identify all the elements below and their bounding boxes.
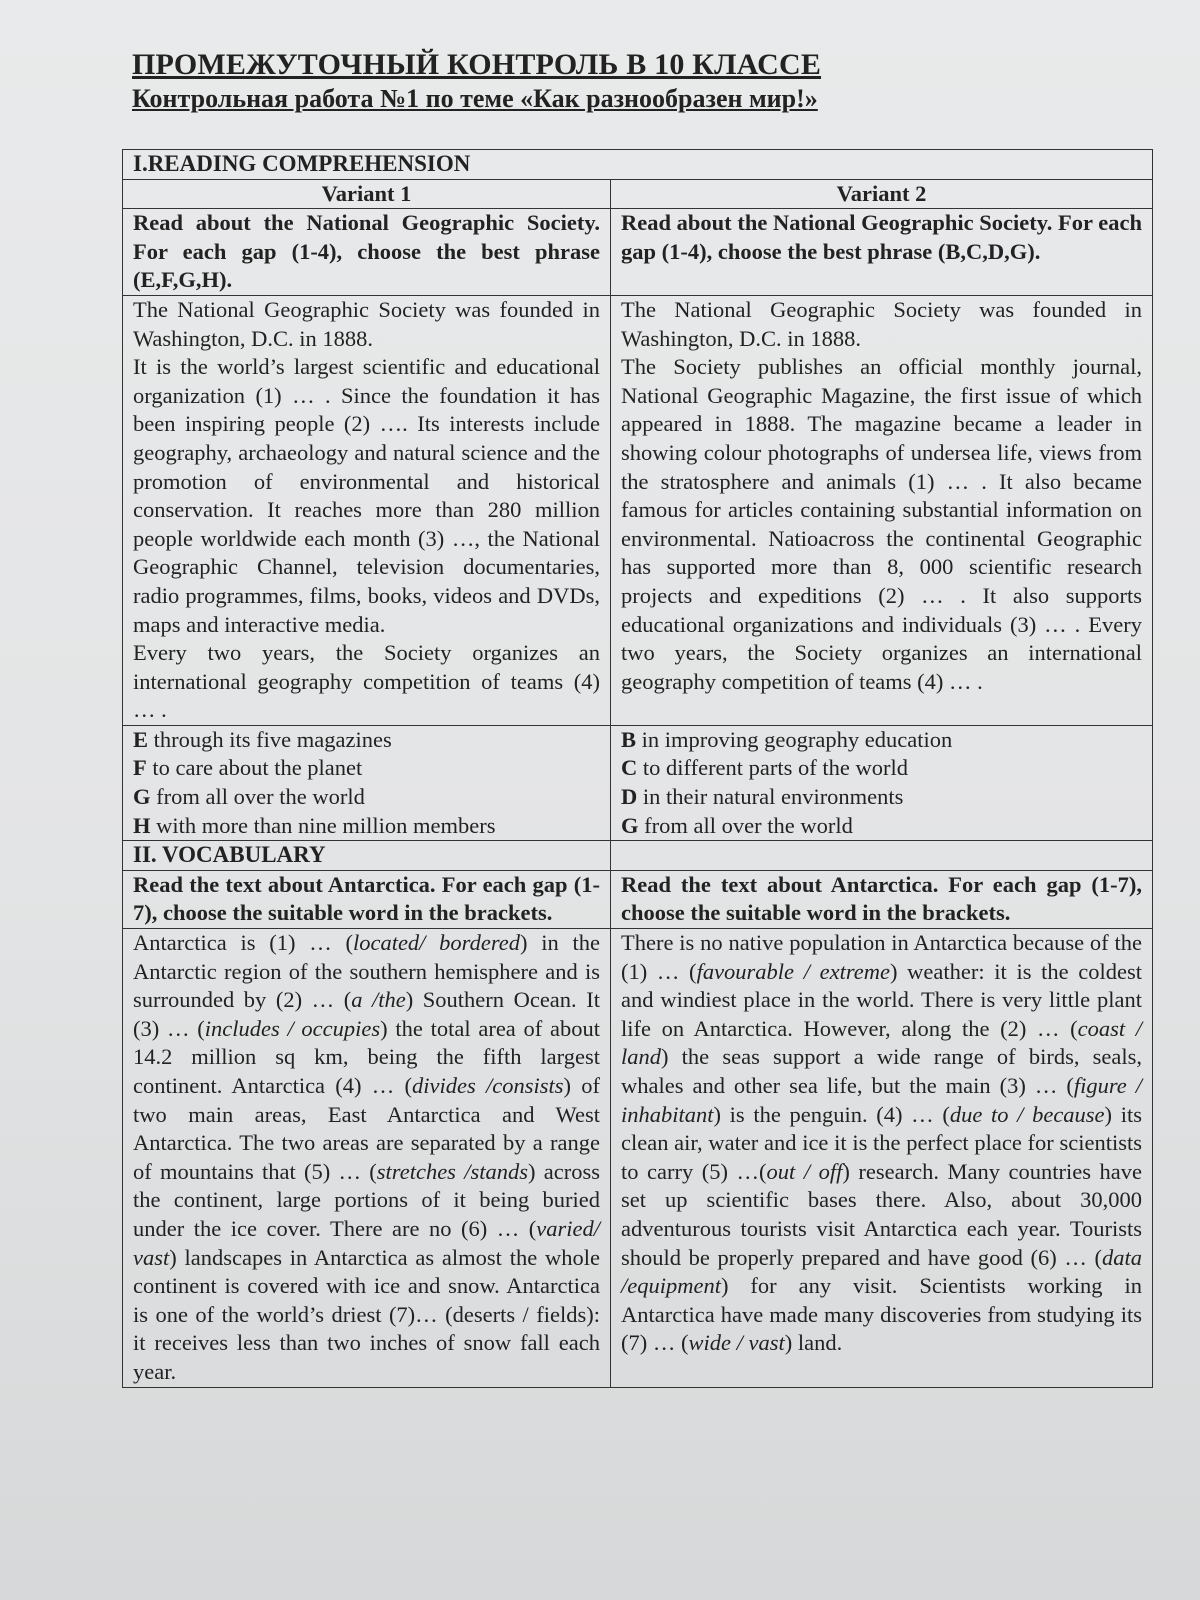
text-run: ) across the continent, large portions of it being buried under the ice cover. There are no (6) … ( — [133, 1158, 600, 1241]
word-choice: divides /consists — [412, 1073, 564, 1098]
option-item — [133, 783, 600, 812]
page-subtitle: Контрольная работа №1 по теме «Как разнообразен мир!» — [132, 84, 818, 113]
text-run: ) the seas support a wide range of birds, seals, whales and other sea life, but the main (3) … ( — [621, 1044, 1142, 1098]
page-title: ПРОМЕЖУТОЧНЫЙ КОНТРОЛЬ В 10 КЛАССЕ — [132, 48, 822, 81]
word-choice: coast / land — [621, 1015, 1142, 1070]
word-choice: varied/ vast — [133, 1215, 600, 1270]
reading-v2-paragraph: The Society publishes an official monthly journal, National Geographic Magazine, the first issue of which appeared in 1888. The magazine became a leader in showing colour photographs of undersea life, views from the stratosphere and animals (1) … . It also became famous for articles containing substantial information on environmental. Natioacross the continental Geographic has supported more than 8, 000 scientific research projects and expeditions (2) … . It also supports educational organizations and individuals (3) … . Every two years, the Society organizes an international geography competition of teams (4) … . — [621, 354, 1142, 694]
option-letter: E — [133, 726, 149, 752]
text-run: There is no native population in Antarctica because of the (1) … ( — [621, 930, 1142, 984]
word-choice: data /equipment — [621, 1244, 1142, 1299]
option-letter: H — [133, 812, 151, 838]
variant-2-label: Variant 2 — [611, 179, 1153, 209]
reading-v2-options — [611, 725, 1153, 840]
option-text: from all over the world — [156, 784, 365, 810]
vocabulary-v2-text — [611, 929, 1153, 1388]
option-item — [621, 754, 1142, 783]
option-letter: F — [133, 755, 147, 781]
word-choice: includes / occupies — [204, 1015, 381, 1041]
text-run: ) the total area of about 14.2 million sq km, being the fifth largest continent. Antarctica (4) … ( — [133, 1015, 601, 1098]
option-text: to different parts of the world — [642, 755, 909, 781]
text-run: ) Southern Ocean. It (3) … ( — [133, 987, 600, 1041]
word-choice: due to / because — [949, 1101, 1105, 1127]
option-item — [621, 812, 1142, 841]
option-letter: G — [621, 812, 639, 838]
vocabulary-section-title: II. VOCABULARY — [123, 841, 611, 871]
reading-v2-paragraph: The National Geographic Society was founded in Washington, D.C. in 1888. — [621, 296, 1142, 351]
variant-1-label: Variant 1 — [123, 179, 611, 209]
word-choice: wide / vast — [688, 1330, 785, 1356]
text-run: ) land. — [784, 1330, 843, 1356]
word-choice: a /the — [351, 987, 406, 1013]
text-run: ) its clean air, water and ice it is the perfect place for scientists to carry (5) …( — [621, 1101, 1142, 1184]
text-run: Antarctica is (1) … ( — [133, 930, 353, 956]
text-run: ) landscapes in Antarctica as almost the whole continent is covered with ice and snow. Antarctica is one of the world’s driest (7)… (deserts / fields): it receives less than two inches of snow fall each year. — [133, 1244, 600, 1384]
vocabulary-v1-instruction: Read the text about Antarctica. For each gap (1-7), choose the suitable word in the brackets. — [123, 870, 611, 928]
text-run: ) in the Antarctic region of the southern hemisphere and is surrounded by (2) … ( — [133, 930, 600, 1013]
option-item — [133, 812, 600, 841]
text-run: ) for any visit. Scientists working in Antarctica have made many discoveries from studying its (7) … ( — [621, 1273, 1142, 1356]
option-letter: G — [133, 784, 151, 810]
text-run: ) research. Many countries have set up scientific bases there. Also, about 30,000 adventurous tourists visit Antarctica each year. Tourists should be properly prepared and have good (6) … ( — [621, 1158, 1142, 1270]
text-run: ) weather: it is the coldest and windiest place in the world. There is very little plant life on Antarctica. However, along the (2) … ( — [621, 958, 1142, 1041]
vocabulary-v1-text — [123, 929, 611, 1388]
word-choice: figure / inhabitant — [621, 1073, 1142, 1127]
reading-v1-options — [123, 725, 611, 840]
option-item — [133, 726, 600, 755]
reading-v1-paragraph: It is the world’s largest scientific and educational organization (1) … . Since the foundation it has been inspiring people (2) …. Its interests include geography, archaeology and natural science and the promotion of environmental and historical conservation. It reaches more than 280 million people worldwide each month (3) …, the National Geographic Channel, television documentaries, radio programmes, films, books, videos and DVDs, maps and interactive media. — [133, 354, 600, 637]
word-choice: located/ bordered — [352, 930, 520, 956]
text-run: ) of two main areas, East Antarctica and West Antarctica. The two areas are separated by a range of mountains that (5) … ( — [133, 1073, 600, 1184]
option-letter: B — [621, 726, 637, 752]
word-choice: out / off — [766, 1158, 843, 1184]
option-text: in their natural environments — [642, 784, 904, 810]
option-item — [621, 783, 1142, 812]
reading-v2-text — [611, 295, 1153, 725]
option-letter: C — [621, 755, 638, 781]
reading-v1-paragraph: Every two years, the Society organizes an international geography competition of teams (4) … . — [133, 640, 600, 723]
option-text: through its five magazines — [153, 726, 392, 752]
option-letter: D — [621, 784, 638, 810]
reading-v1-text — [123, 295, 611, 725]
reading-v1-paragraph: The National Geographic Society was founded in Washington, D.C. in 1888. — [133, 296, 600, 351]
text-run: ) is the penguin. (4) … ( — [713, 1101, 950, 1127]
option-text: to care about the planet — [152, 755, 363, 781]
option-text: from all over the world — [644, 812, 853, 838]
vocabulary-header-blank — [611, 841, 1153, 871]
word-choice: favourable / extreme — [696, 958, 890, 984]
option-item — [621, 726, 1142, 755]
word-choice: stretches /stands — [376, 1158, 528, 1184]
option-text: in improving geography education — [641, 726, 953, 752]
exam-table — [122, 149, 1153, 1388]
reading-section-title: I.READING COMPREHENSION — [123, 150, 1153, 180]
option-item — [133, 754, 600, 783]
reading-v1-instruction: Read about the National Geographic Society. For each gap (1-4), choose the best phrase (E,F,G,H). — [123, 209, 611, 296]
vocabulary-v2-instruction: Read the text about Antarctica. For each gap (1-7), choose the suitable word in the brackets. — [611, 870, 1153, 928]
option-text: with more than nine million members — [156, 812, 496, 838]
reading-v2-instruction: Read about the National Geographic Society. For each gap (1-4), choose the best phrase (B,C,D,G). — [611, 209, 1153, 296]
